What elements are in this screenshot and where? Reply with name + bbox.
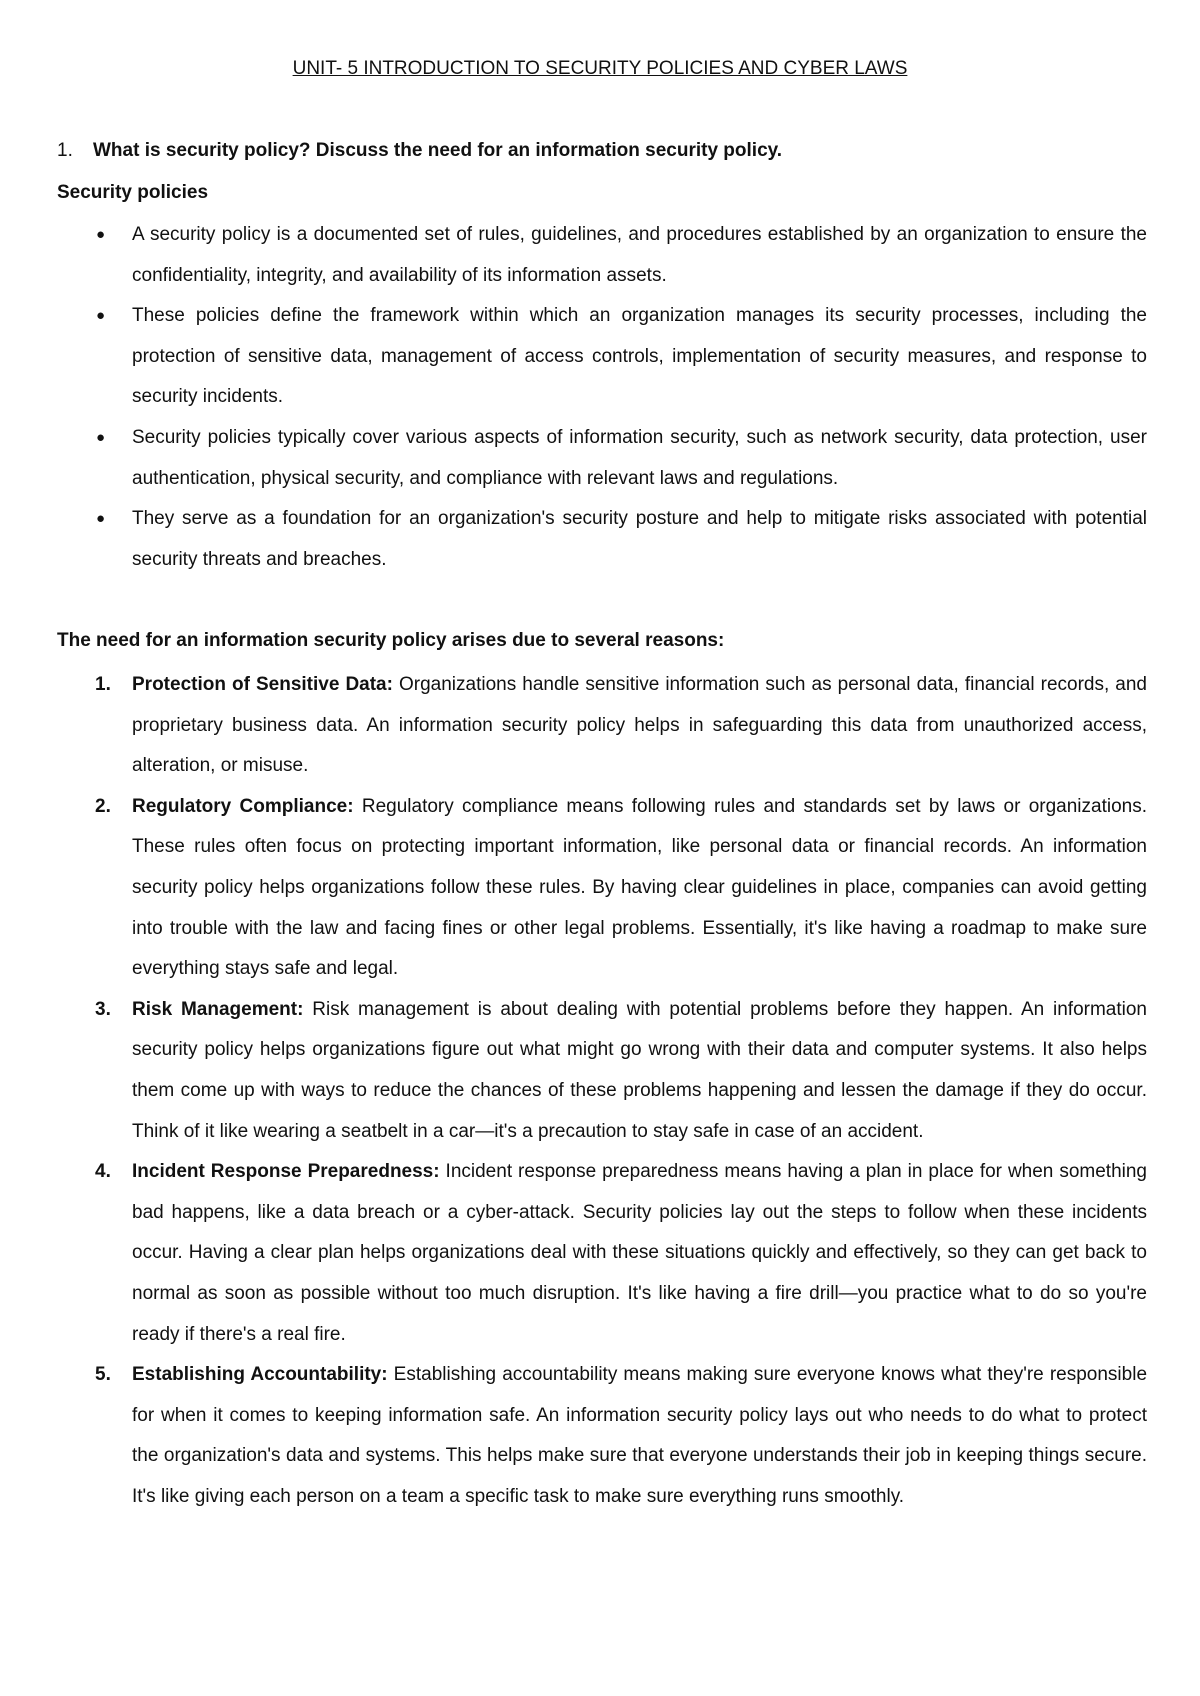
item-term: Regulatory Compliance: (132, 795, 354, 817)
question-heading (57, 140, 782, 162)
item-number: 2. (95, 795, 111, 817)
list-item (57, 665, 1147, 787)
item-text: Establishing accountability means making sure everyone knows what they're responsible for when it comes to keeping information safe. An information security policy lays out who needs to do what to protect the organization's data and systems. This helps make sure that everyone understands their job in keeping things secure. It's like giving each person on a team a specific task to make sure everything runs smoothly. (132, 1364, 1148, 1507)
list-item (57, 499, 1147, 580)
list-item (57, 215, 1147, 296)
bullet-text: These policies define the framework within which an organization manages its security processes, including the protection of sensitive data, management of access controls, implementation of security measures, and response to security incidents. (132, 305, 1147, 408)
item-term: Establishing Accountability: (132, 1364, 388, 1386)
list-item (57, 990, 1147, 1152)
item-term: Protection of Sensitive Data: (132, 674, 393, 695)
item-number: 1. (95, 674, 111, 695)
bullet-text: Security policies typically cover various aspects of information security, such as network security, data protection, user authentication, physical security, and compliance with relevant laws and regulations. (132, 426, 1147, 489)
bullet-icon: ● (96, 510, 106, 528)
page-title: UNIT- 5 INTRODUCTION TO SECURITY POLICIES AND CYBER LAWS (292, 58, 908, 79)
bullet-text: They serve as a foundation for an organization's security posture and help to mitigate risks associated with potential security threats and breaches. (132, 508, 1147, 570)
bullet-text: A security policy is a documented set of rules, guidelines, and procedures established by an organization to ensure the confidentiality, integrity, and availability of its information assets. (132, 224, 1147, 286)
item-text: Risk management is about dealing with potential problems before they happen. An information security policy helps organizations figure out what might go wrong with their data and computer systems. It also helps them come up with ways to reduce the chances of these problems happening and lessen the damage if they do occur. Think of it like wearing a seatbelt in a car—it's a precaution to stay safe in case of an accident. (132, 998, 1148, 1142)
bullet-icon: ● (96, 307, 106, 325)
security-policies-list (57, 215, 1147, 580)
section-heading-security-policies: Security policies (57, 182, 209, 203)
list-item (57, 1355, 1147, 1517)
reasons-list (57, 665, 1147, 1517)
list-item (57, 1152, 1147, 1355)
bullet-icon: ● (96, 428, 106, 446)
item-text: Incident response preparedness means having a plan in place for when something bad happens, like a data breach or a cyber-attack. Security policies lay out the steps to follow when these incidents occur. Having a clear plan helps organizations deal with these situations quickly and effectively, so they can get back to normal as soon as possible without too much disruption. It's like having a fire drill—you practice what to do so you're ready if there's a real fire. (132, 1161, 1147, 1345)
item-text: Regulatory compliance means following rules and standards set by laws or organizations. These rules often focus on protecting important information, like personal data or financial records. An information security policy helps organizations follow these rules. By having clear guidelines in place, companies can avoid getting into trouble with the law and facing fines or other legal problems. Essentially, it's like having a roadmap to make sure everything stays safe and legal. (132, 795, 1147, 980)
list-item (57, 787, 1147, 990)
question-text: What is security policy? Discuss the need for an information security policy. (93, 140, 783, 161)
list-item (57, 296, 1147, 418)
list-item (57, 418, 1147, 499)
item-number: 4. (95, 1161, 111, 1183)
section-heading-need: The need for an information security policy arises due to several reasons: (57, 630, 725, 651)
item-term: Risk Management: (132, 998, 304, 1020)
bullet-icon: ● (96, 226, 106, 243)
question-number: 1. (57, 140, 73, 161)
item-number: 5. (95, 1364, 111, 1386)
item-term: Incident Response Preparedness: (132, 1161, 440, 1183)
item-number: 3. (95, 998, 111, 1020)
item-text: Organizations handle sensitive information such as personal data, financial records, and proprietary business data. An information security policy helps in safeguarding this data from unauthorized access, alteration, or misuse. (132, 674, 1147, 777)
